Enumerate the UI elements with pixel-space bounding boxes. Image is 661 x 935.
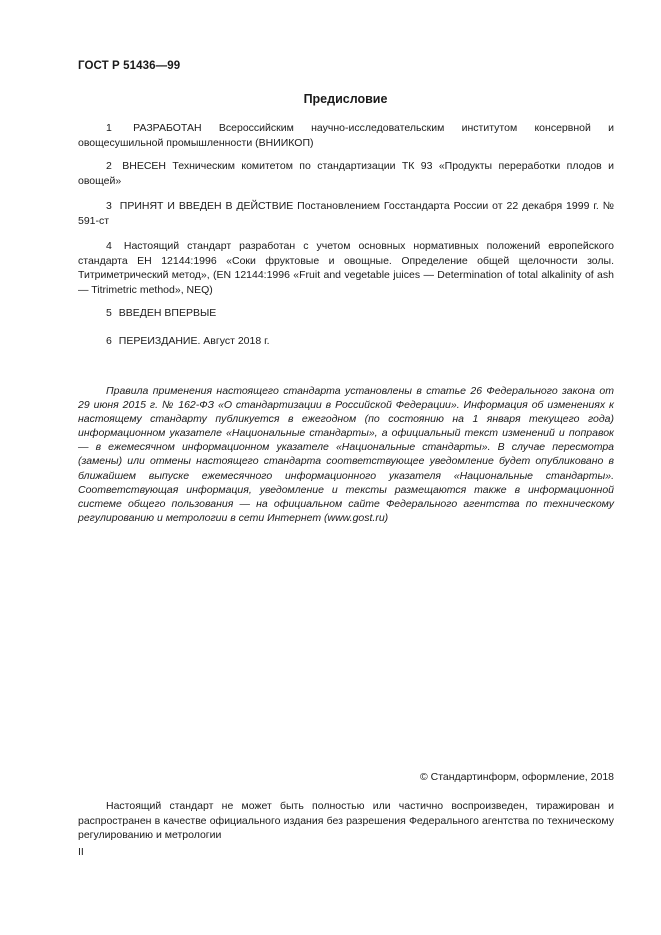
item-text: РАЗРАБОТАН Всероссийским научно-исследовательским институтом консервной и овощесушильной промышленности (ВНИИКОП): [78, 122, 614, 149]
foreword-item: [78, 334, 614, 349]
foreword-item: [78, 121, 614, 150]
item-text: ПРИНЯТ И ВВЕДЕН В ДЕЙСТВИЕ Постановлением Госстандарта России от 22 декабря 1999 г. № 591-ст: [78, 200, 614, 227]
page-number: II: [78, 846, 84, 858]
item-text: ПЕРЕИЗДАНИЕ. Август 2018 г.: [118, 335, 270, 347]
item-number: 4: [106, 240, 112, 252]
foreword-item: [78, 199, 614, 228]
copyright-line: © Стандартинформ, оформление, 2018: [419, 771, 614, 783]
foreword-item: [78, 306, 614, 321]
item-number: 5: [106, 307, 112, 319]
foreword-item: [78, 159, 614, 188]
item-number: 6: [106, 335, 112, 347]
document-code: ГОСТ Р 51436—99: [78, 60, 181, 72]
foreword-title: Предисловие: [303, 92, 388, 106]
item-number: 2: [106, 160, 112, 172]
item-text: ВВЕДЕН ВПЕРВЫЕ: [118, 307, 217, 319]
item-number: 1: [106, 122, 112, 134]
application-rules-notice: Правила применения настоящего стандарта установлены в статье 26 Федерального закона от 29 июня 2015 г. № 162-ФЗ «О стандартизации в Российской Федерации». Информация об изменениях к настоящему стандарту публикуется в ежегодном (по состоянию на 1 января текущего года) информационном указателе «Национальные стандарты», а официальный текст изменений и поправок — в ежемесячном информационном указателе «Национальные стандарты». В случае пересмотра (замены) или отмены настоящего стандарта соответствующее уведомление будет опубликовано в ближайшем выпуске ежемесячного информационного указателя «Национальные стандарты». Соответствующая информация, уведомление и тексты размещаются также в информационной системе общего пользования — на официальном сайте Федерального агентства по техническому регулированию и метрологии в сети Интернет (www.gost.ru): [78, 385, 614, 524]
item-text: Настоящий стандарт разработан с учетом основных нормативных положений европейского стандарта ЕН 12144:1996 «Соки фруктовые и овощные. Определение общей щелочности золы. Титриметрический метод», (EN 12144:1996 «Fruit and vegetable juices — Determination of total alkalinity of ash — Titrimetric method», NEQ): [78, 240, 614, 296]
item-number: 3: [106, 200, 112, 212]
item-text: ВНЕСЕН Техническим комитетом по стандартизации ТК 93 «Продукты переработки плодов и овощей»: [78, 160, 614, 187]
foreword-item: [78, 239, 614, 297]
reprint-restriction-notice: Настоящий стандарт не может быть полностью или частично воспроизведен, тиражирован и распространен в качестве официального издания без разрешения Федерального агентства по техническому регулированию и метрологии: [78, 800, 614, 841]
